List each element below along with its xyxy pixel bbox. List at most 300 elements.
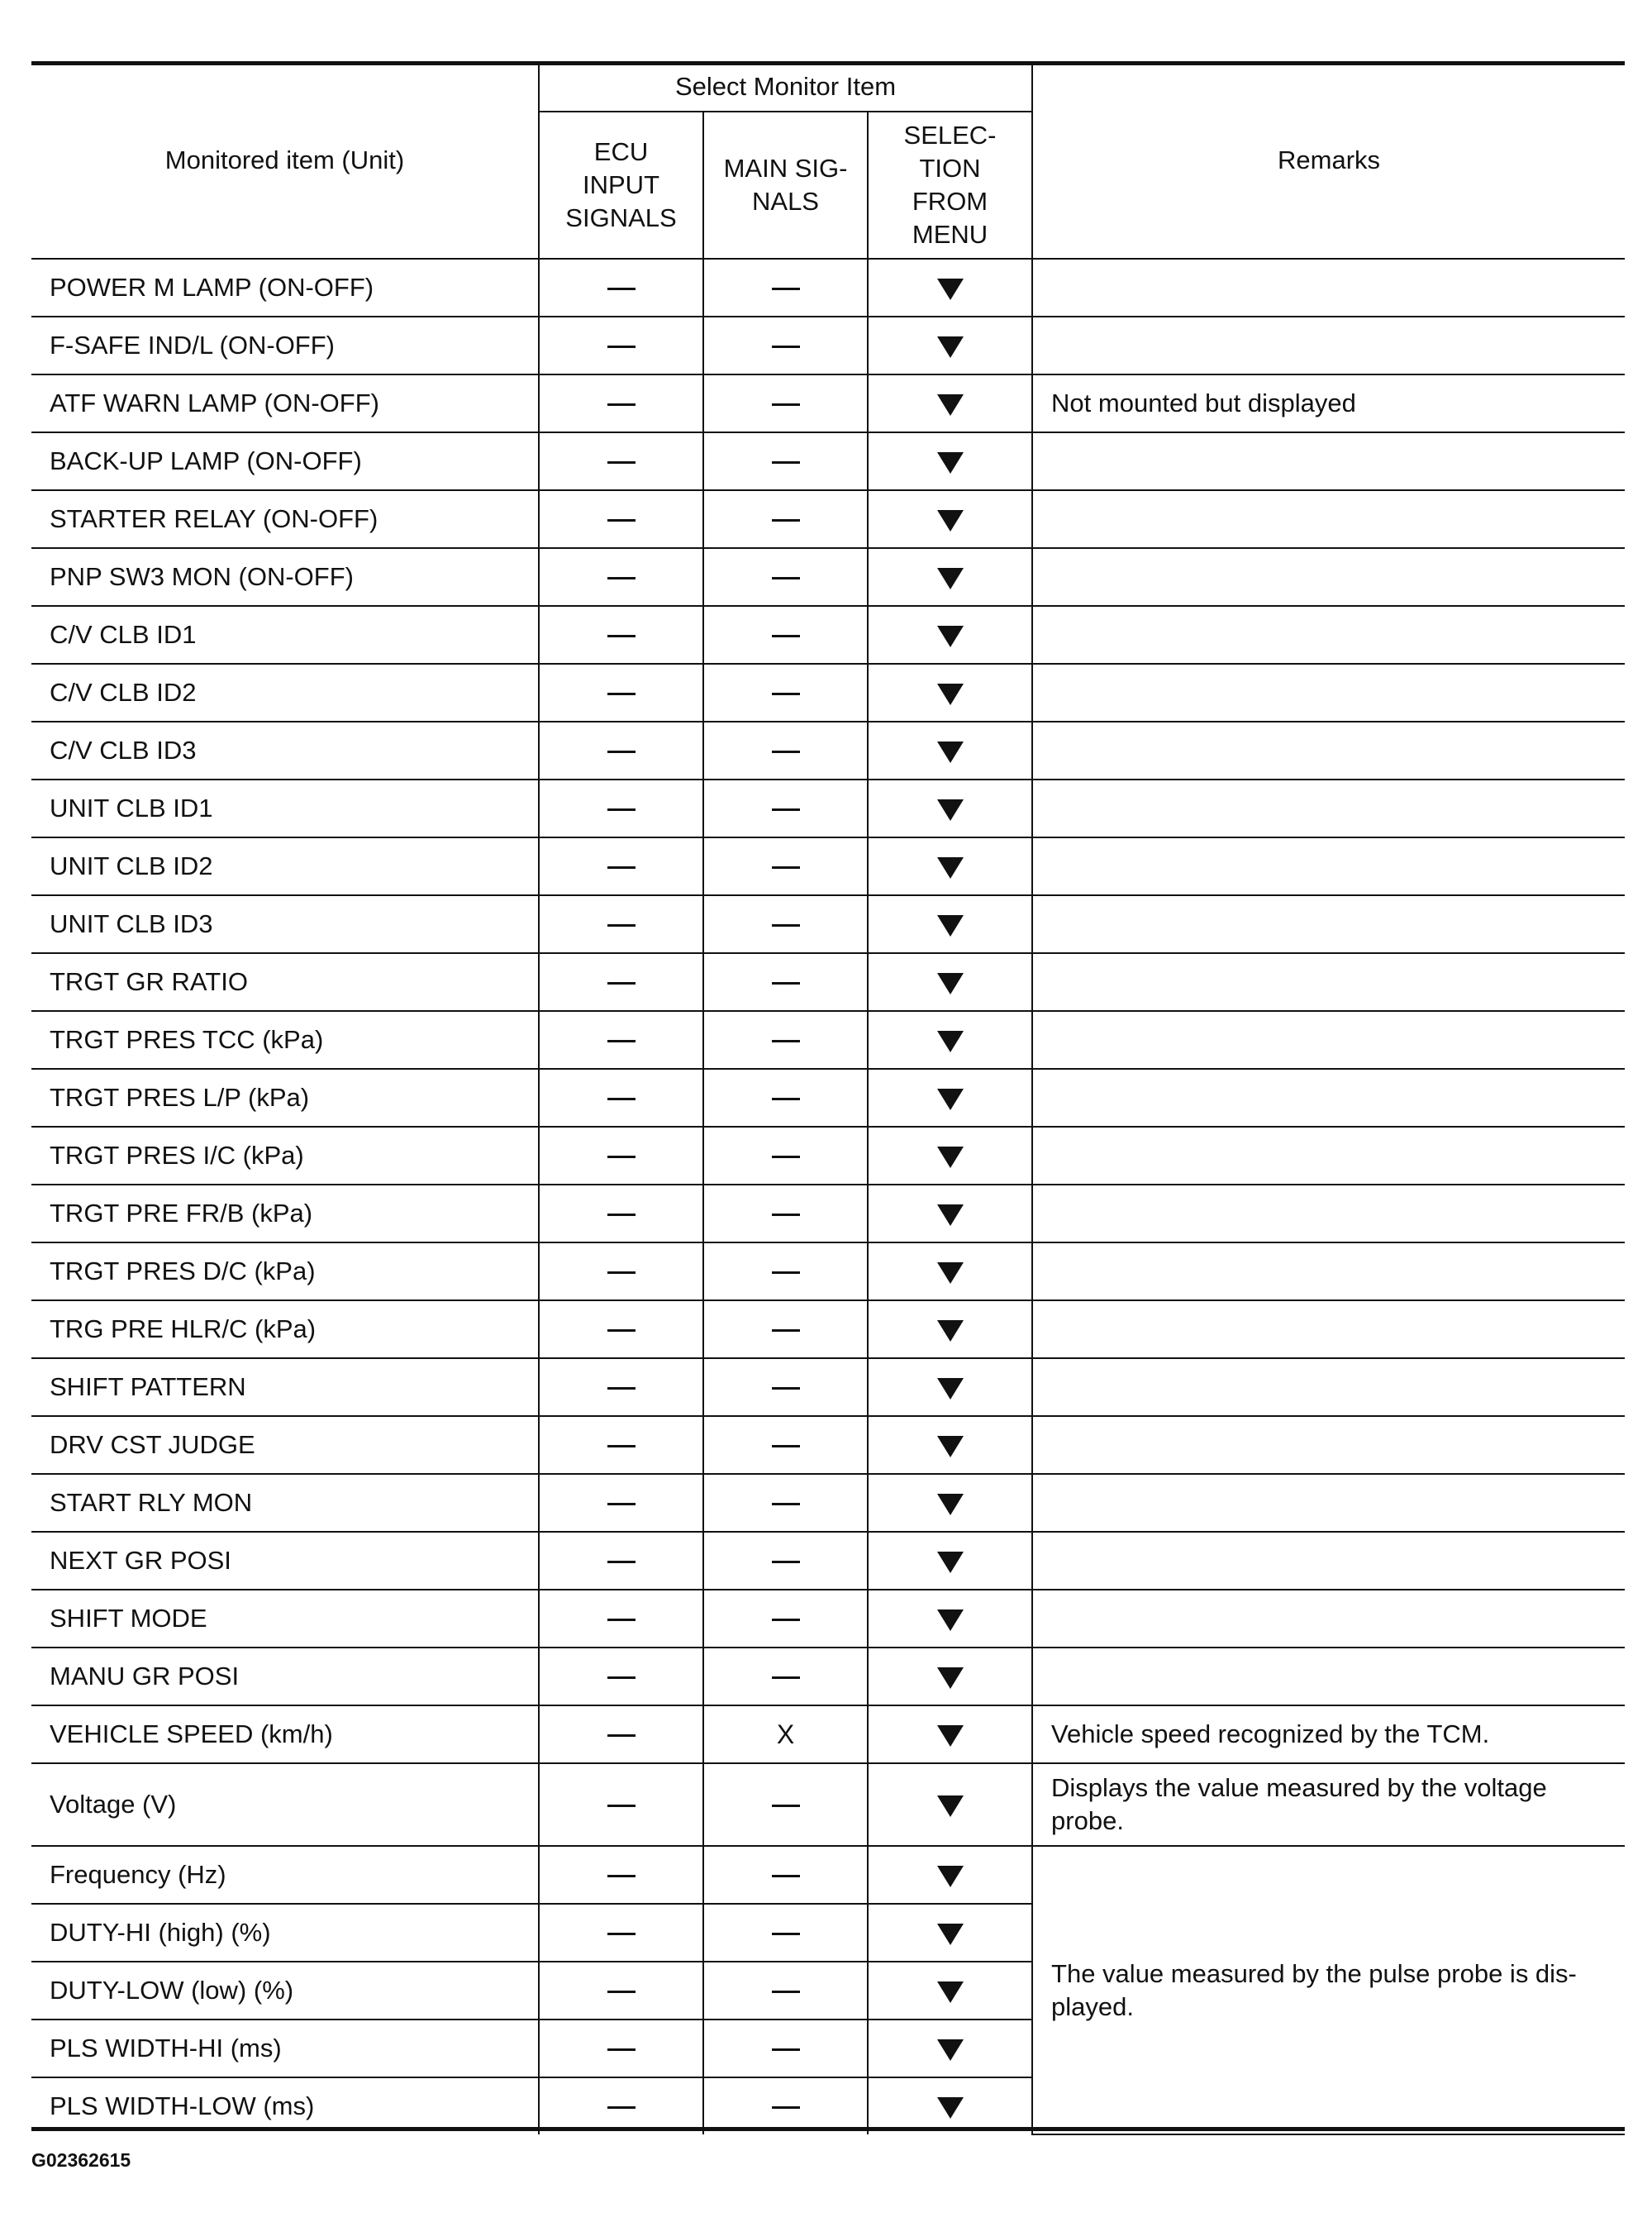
monitored-item-cell: BACK-UP LAMP (ON-OFF) — [31, 432, 539, 490]
header-ecu-line: ECU — [593, 137, 649, 166]
header-selection-line: MENU — [912, 220, 988, 249]
monitored-item-cell: NEXT GR POSI — [31, 1532, 539, 1590]
down-triangle-icon — [937, 915, 964, 937]
ecu-input-signals-cell — [539, 1069, 703, 1127]
table-row — [31, 1474, 1625, 1532]
table-row — [31, 1590, 1625, 1648]
selection-from-menu-cell — [868, 2077, 1032, 2134]
dash-mark — [607, 1561, 636, 1563]
monitored-item-cell: TRGT PRE FR/B (kPa) — [31, 1185, 539, 1242]
ecu-input-signals-cell — [539, 432, 703, 490]
table-row — [31, 490, 1625, 548]
selection-from-menu-cell — [868, 1185, 1032, 1242]
dash-mark — [772, 2048, 800, 2051]
header-main-line: NALS — [752, 187, 819, 216]
down-triangle-icon — [937, 336, 964, 358]
dash-mark — [772, 2106, 800, 2109]
header-remarks: Remarks — [1032, 63, 1625, 259]
down-triangle-icon — [937, 1667, 964, 1689]
header-select-monitor-item: Select Monitor Item — [539, 63, 1032, 112]
dash-mark — [607, 1387, 636, 1390]
selection-from-menu-cell — [868, 664, 1032, 722]
dash-mark — [607, 1329, 636, 1332]
ecu-input-signals-cell — [539, 548, 703, 606]
table-row — [31, 1127, 1625, 1185]
selection-from-menu-cell — [868, 548, 1032, 606]
selection-from-menu-cell — [868, 1474, 1032, 1532]
dash-mark — [772, 808, 800, 811]
dash-mark — [607, 577, 636, 579]
dash-mark — [607, 1214, 636, 1216]
down-triangle-icon — [937, 973, 964, 994]
down-triangle-icon — [937, 1031, 964, 1052]
ecu-input-signals-cell — [539, 1763, 703, 1846]
remarks-cell — [1032, 317, 1625, 374]
header-main-line: MAIN SIG- — [723, 154, 848, 183]
ecu-input-signals-cell — [539, 1846, 703, 1904]
selection-from-menu-cell — [868, 259, 1032, 317]
table-row — [31, 606, 1625, 664]
dash-mark — [607, 288, 636, 290]
dash-mark — [607, 2048, 636, 2051]
table-row — [31, 1069, 1625, 1127]
selection-from-menu-cell — [868, 1705, 1032, 1763]
dash-mark — [772, 519, 800, 522]
monitored-item-cell: DRV CST JUDGE — [31, 1416, 539, 1474]
monitored-item-cell: POWER M LAMP (ON-OFF) — [31, 259, 539, 317]
selection-from-menu-cell — [868, 1846, 1032, 1904]
main-signals-cell — [703, 2077, 868, 2134]
ecu-input-signals-cell — [539, 1185, 703, 1242]
monitored-item-cell: TRG PRE HLR/C (kPa) — [31, 1300, 539, 1358]
down-triangle-icon — [937, 626, 964, 647]
down-triangle-icon — [937, 1924, 964, 1945]
monitored-item-cell: PLS WIDTH-LOW (ms) — [31, 2077, 539, 2134]
dash-mark — [607, 1875, 636, 1877]
remarks-cell — [1032, 1127, 1625, 1185]
ecu-input-signals-cell — [539, 1532, 703, 1590]
down-triangle-icon — [937, 1725, 964, 1747]
down-triangle-icon — [937, 1436, 964, 1457]
down-triangle-icon — [937, 799, 964, 821]
monitored-item-cell: START RLY MON — [31, 1474, 539, 1532]
monitored-item-cell: UNIT CLB ID2 — [31, 837, 539, 895]
down-triangle-icon — [937, 684, 964, 705]
table-row — [31, 722, 1625, 780]
x-mark: X — [776, 1719, 795, 1749]
main-signals-cell — [703, 722, 868, 780]
down-triangle-icon — [937, 1378, 964, 1400]
dash-mark — [607, 2106, 636, 2109]
remarks-cell — [1032, 1185, 1625, 1242]
remarks-cell — [1032, 1474, 1625, 1532]
table-row — [31, 1648, 1625, 1705]
header-selection-line: FROM — [912, 187, 988, 216]
dash-mark — [607, 403, 636, 406]
monitored-item-cell: UNIT CLB ID1 — [31, 780, 539, 837]
down-triangle-icon — [937, 1981, 964, 2003]
remarks-cell: Not mounted but displayed — [1032, 374, 1625, 432]
down-triangle-icon — [937, 1089, 964, 1110]
selection-from-menu-cell — [868, 1532, 1032, 1590]
dash-mark — [607, 751, 636, 753]
main-signals-cell — [703, 259, 868, 317]
table-row — [31, 1242, 1625, 1300]
dash-mark — [607, 982, 636, 985]
monitor-item-table-container — [31, 63, 1625, 2135]
remarks-cell — [1032, 1358, 1625, 1416]
main-signals-cell — [703, 548, 868, 606]
selection-from-menu-cell — [868, 780, 1032, 837]
figure-code: G02362615 — [31, 2149, 131, 2171]
down-triangle-icon — [937, 452, 964, 474]
monitored-item-cell: ATF WARN LAMP (ON-OFF) — [31, 374, 539, 432]
dash-mark — [607, 1156, 636, 1158]
main-signals-cell — [703, 1300, 868, 1358]
dash-mark — [607, 1271, 636, 1274]
selection-from-menu-cell — [868, 2020, 1032, 2077]
remarks-cell — [1032, 895, 1625, 953]
monitored-item-cell: PNP SW3 MON (ON-OFF) — [31, 548, 539, 606]
main-signals-cell — [703, 664, 868, 722]
main-signals-cell — [703, 1763, 868, 1846]
dash-mark — [772, 1156, 800, 1158]
main-signals-cell — [703, 1474, 868, 1532]
ecu-input-signals-cell — [539, 606, 703, 664]
selection-from-menu-cell — [868, 1416, 1032, 1474]
ecu-input-signals-cell — [539, 317, 703, 374]
main-signals-cell — [703, 1358, 868, 1416]
dash-mark — [607, 924, 636, 927]
header-ecu-input-signals — [539, 112, 703, 259]
table-body — [31, 63, 1625, 2134]
monitored-item-cell: C/V CLB ID2 — [31, 664, 539, 722]
table-row — [31, 259, 1625, 317]
ecu-input-signals-cell — [539, 1904, 703, 1962]
ecu-input-signals-cell — [539, 895, 703, 953]
dash-mark — [772, 1676, 800, 1679]
header-row-top — [31, 63, 1625, 112]
remarks-merged-cell: The value measured by the pulse probe is dis- played. — [1032, 1846, 1625, 2134]
remarks-cell — [1032, 1069, 1625, 1127]
table-row — [31, 1705, 1625, 1763]
table-row — [31, 1763, 1625, 1846]
remarks-cell: Displays the value measured by the voltage probe. — [1032, 1763, 1625, 1846]
remarks-cell — [1032, 1300, 1625, 1358]
ecu-input-signals-cell — [539, 1127, 703, 1185]
dash-mark — [772, 1561, 800, 1563]
main-signals-cell — [703, 1590, 868, 1648]
selection-from-menu-cell — [868, 837, 1032, 895]
selection-from-menu-cell — [868, 895, 1032, 953]
monitored-item-cell: F-SAFE IND/L (ON-OFF) — [31, 317, 539, 374]
remarks-cell — [1032, 722, 1625, 780]
header-selection-from-menu — [868, 112, 1032, 259]
selection-from-menu-cell — [868, 1069, 1032, 1127]
dash-mark — [607, 1734, 636, 1737]
main-signals-cell — [703, 1705, 868, 1763]
ecu-input-signals-cell — [539, 664, 703, 722]
main-signals-cell — [703, 1242, 868, 1300]
remarks-cell — [1032, 1011, 1625, 1069]
dash-mark — [607, 1619, 636, 1621]
dash-mark — [772, 1098, 800, 1100]
dash-mark — [772, 346, 800, 348]
down-triangle-icon — [937, 1262, 964, 1284]
down-triangle-icon — [937, 510, 964, 532]
monitored-item-cell: Frequency (Hz) — [31, 1846, 539, 1904]
selection-from-menu-cell — [868, 1300, 1032, 1358]
down-triangle-icon — [937, 1147, 964, 1168]
table-row — [31, 1532, 1625, 1590]
remarks-cell — [1032, 953, 1625, 1011]
table-row — [31, 548, 1625, 606]
dash-mark — [607, 808, 636, 811]
selection-from-menu-cell — [868, 317, 1032, 374]
monitored-item-cell: PLS WIDTH-HI (ms) — [31, 2020, 539, 2077]
main-signals-cell — [703, 606, 868, 664]
selection-from-menu-cell — [868, 1962, 1032, 2020]
monitored-item-cell: TRGT PRES D/C (kPa) — [31, 1242, 539, 1300]
remarks-cell — [1032, 837, 1625, 895]
ecu-input-signals-cell — [539, 1648, 703, 1705]
main-signals-cell — [703, 1069, 868, 1127]
monitored-item-cell: SHIFT PATTERN — [31, 1358, 539, 1416]
selection-from-menu-cell — [868, 432, 1032, 490]
table-row — [31, 780, 1625, 837]
dash-mark — [607, 1098, 636, 1100]
main-signals-cell — [703, 490, 868, 548]
table-row — [31, 432, 1625, 490]
down-triangle-icon — [937, 1320, 964, 1342]
dash-mark — [772, 1387, 800, 1390]
table-row — [31, 317, 1625, 374]
down-triangle-icon — [937, 857, 964, 879]
dash-mark — [772, 1991, 800, 1993]
monitored-item-cell: TRGT PRES L/P (kPa) — [31, 1069, 539, 1127]
table-row — [31, 837, 1625, 895]
main-signals-cell — [703, 953, 868, 1011]
monitored-item-cell: TRGT PRES TCC (kPa) — [31, 1011, 539, 1069]
selection-from-menu-cell — [868, 490, 1032, 548]
remarks-cell — [1032, 548, 1625, 606]
remarks-cell — [1032, 259, 1625, 317]
header-selection-line: TION — [919, 154, 981, 183]
main-signals-cell — [703, 1127, 868, 1185]
remarks-cell — [1032, 1242, 1625, 1300]
down-triangle-icon — [937, 279, 964, 300]
ecu-input-signals-cell — [539, 259, 703, 317]
main-signals-cell — [703, 1416, 868, 1474]
dash-mark — [772, 693, 800, 695]
down-triangle-icon — [937, 1866, 964, 1887]
dash-mark — [607, 1991, 636, 1993]
dash-mark — [607, 346, 636, 348]
main-signals-cell — [703, 317, 868, 374]
ecu-input-signals-cell — [539, 1011, 703, 1069]
main-signals-cell — [703, 1904, 868, 1962]
dash-mark — [607, 635, 636, 637]
down-triangle-icon — [937, 1204, 964, 1226]
ecu-input-signals-cell — [539, 2020, 703, 2077]
main-signals-cell — [703, 1185, 868, 1242]
selection-from-menu-cell — [868, 1590, 1032, 1648]
monitored-item-cell: C/V CLB ID3 — [31, 722, 539, 780]
down-triangle-icon — [937, 2097, 964, 2119]
dash-mark — [772, 577, 800, 579]
dash-mark — [772, 751, 800, 753]
dash-mark — [772, 924, 800, 927]
selection-from-menu-cell — [868, 374, 1032, 432]
down-triangle-icon — [937, 1552, 964, 1573]
dash-mark — [772, 1445, 800, 1447]
down-triangle-icon — [937, 1609, 964, 1631]
ecu-input-signals-cell — [539, 1590, 703, 1648]
ecu-input-signals-cell — [539, 2077, 703, 2134]
monitored-item-cell: DUTY-LOW (low) (%) — [31, 1962, 539, 2020]
ecu-input-signals-cell — [539, 1962, 703, 2020]
dash-mark — [607, 866, 636, 869]
header-ecu-line: INPUT — [583, 170, 659, 199]
main-signals-cell — [703, 780, 868, 837]
main-signals-cell — [703, 432, 868, 490]
dash-mark — [607, 1503, 636, 1505]
ecu-input-signals-cell — [539, 1358, 703, 1416]
ecu-input-signals-cell — [539, 1474, 703, 1532]
selection-from-menu-cell — [868, 606, 1032, 664]
dash-mark — [772, 1329, 800, 1332]
main-signals-cell — [703, 2020, 868, 2077]
main-signals-cell — [703, 1846, 868, 1904]
monitored-item-cell: SHIFT MODE — [31, 1590, 539, 1648]
dash-mark — [772, 403, 800, 406]
selection-from-menu-cell — [868, 1358, 1032, 1416]
table-row — [31, 374, 1625, 432]
dash-mark — [607, 461, 636, 464]
monitored-item-cell: STARTER RELAY (ON-OFF) — [31, 490, 539, 548]
monitored-item-cell: DUTY-HI (high) (%) — [31, 1904, 539, 1962]
selection-from-menu-cell — [868, 1011, 1032, 1069]
dash-mark — [772, 1040, 800, 1042]
remarks-cell — [1032, 1590, 1625, 1648]
dash-mark — [772, 982, 800, 985]
remarks-cell — [1032, 664, 1625, 722]
dash-mark — [772, 1805, 800, 1807]
remarks-cell — [1032, 1532, 1625, 1590]
dash-mark — [772, 1503, 800, 1505]
down-triangle-icon — [937, 2039, 964, 2061]
remarks-cell — [1032, 606, 1625, 664]
dash-mark — [772, 1214, 800, 1216]
dash-mark — [607, 1933, 636, 1935]
selection-from-menu-cell — [868, 1904, 1032, 1962]
selection-from-menu-cell — [868, 1127, 1032, 1185]
monitor-item-table — [31, 63, 1625, 2135]
dash-mark — [607, 519, 636, 522]
table-row — [31, 953, 1625, 1011]
selection-from-menu-cell — [868, 1763, 1032, 1846]
ecu-input-signals-cell — [539, 374, 703, 432]
table-bottom-rule — [31, 2127, 1625, 2131]
header-main-signals — [703, 112, 868, 259]
selection-from-menu-cell — [868, 1242, 1032, 1300]
main-signals-cell — [703, 895, 868, 953]
main-signals-cell — [703, 1011, 868, 1069]
monitored-item-cell: TRGT GR RATIO — [31, 953, 539, 1011]
selection-from-menu-cell — [868, 953, 1032, 1011]
down-triangle-icon — [937, 568, 964, 589]
monitored-item-cell: UNIT CLB ID3 — [31, 895, 539, 953]
down-triangle-icon — [937, 1795, 964, 1817]
dash-mark — [607, 1040, 636, 1042]
dash-mark — [772, 1619, 800, 1621]
main-signals-cell — [703, 1532, 868, 1590]
dash-mark — [607, 1445, 636, 1447]
dash-mark — [772, 1933, 800, 1935]
main-signals-cell — [703, 837, 868, 895]
down-triangle-icon — [937, 394, 964, 416]
remarks-cell — [1032, 780, 1625, 837]
table-row — [31, 1011, 1625, 1069]
down-triangle-icon — [937, 742, 964, 763]
monitored-item-cell: C/V CLB ID1 — [31, 606, 539, 664]
table-row — [31, 1300, 1625, 1358]
monitored-item-cell: MANU GR POSI — [31, 1648, 539, 1705]
selection-from-menu-cell — [868, 1648, 1032, 1705]
dash-mark — [772, 1271, 800, 1274]
ecu-input-signals-cell — [539, 1300, 703, 1358]
remarks-cell — [1032, 1648, 1625, 1705]
remarks-cell — [1032, 432, 1625, 490]
dash-mark — [772, 866, 800, 869]
selection-from-menu-cell — [868, 722, 1032, 780]
dash-mark — [772, 635, 800, 637]
remarks-cell — [1032, 1416, 1625, 1474]
header-selection-line: SELEC- — [903, 121, 997, 150]
main-signals-cell — [703, 1962, 868, 2020]
ecu-input-signals-cell — [539, 490, 703, 548]
ecu-input-signals-cell — [539, 1705, 703, 1763]
dash-mark — [772, 461, 800, 464]
ecu-input-signals-cell — [539, 1242, 703, 1300]
ecu-input-signals-cell — [539, 837, 703, 895]
table-row — [31, 664, 1625, 722]
table-row — [31, 1358, 1625, 1416]
table-row — [31, 1185, 1625, 1242]
monitored-item-cell: VEHICLE SPEED (km/h) — [31, 1705, 539, 1763]
table-row — [31, 1416, 1625, 1474]
monitored-item-cell: Voltage (V) — [31, 1763, 539, 1846]
header-monitored-item: Monitored item (Unit) — [31, 63, 539, 259]
main-signals-cell — [703, 1648, 868, 1705]
ecu-input-signals-cell — [539, 780, 703, 837]
header-ecu-line: SIGNALS — [565, 203, 677, 232]
ecu-input-signals-cell — [539, 1416, 703, 1474]
remarks-cell — [1032, 490, 1625, 548]
ecu-input-signals-cell — [539, 953, 703, 1011]
down-triangle-icon — [937, 1494, 964, 1515]
dash-mark — [607, 1676, 636, 1679]
dash-mark — [772, 1875, 800, 1877]
table-row — [31, 1846, 1625, 1904]
dash-mark — [607, 693, 636, 695]
dash-mark — [607, 1805, 636, 1807]
remarks-cell: Vehicle speed recognized by the TCM. — [1032, 1705, 1625, 1763]
dash-mark — [772, 288, 800, 290]
ecu-input-signals-cell — [539, 722, 703, 780]
monitored-item-cell: TRGT PRES I/C (kPa) — [31, 1127, 539, 1185]
main-signals-cell — [703, 374, 868, 432]
